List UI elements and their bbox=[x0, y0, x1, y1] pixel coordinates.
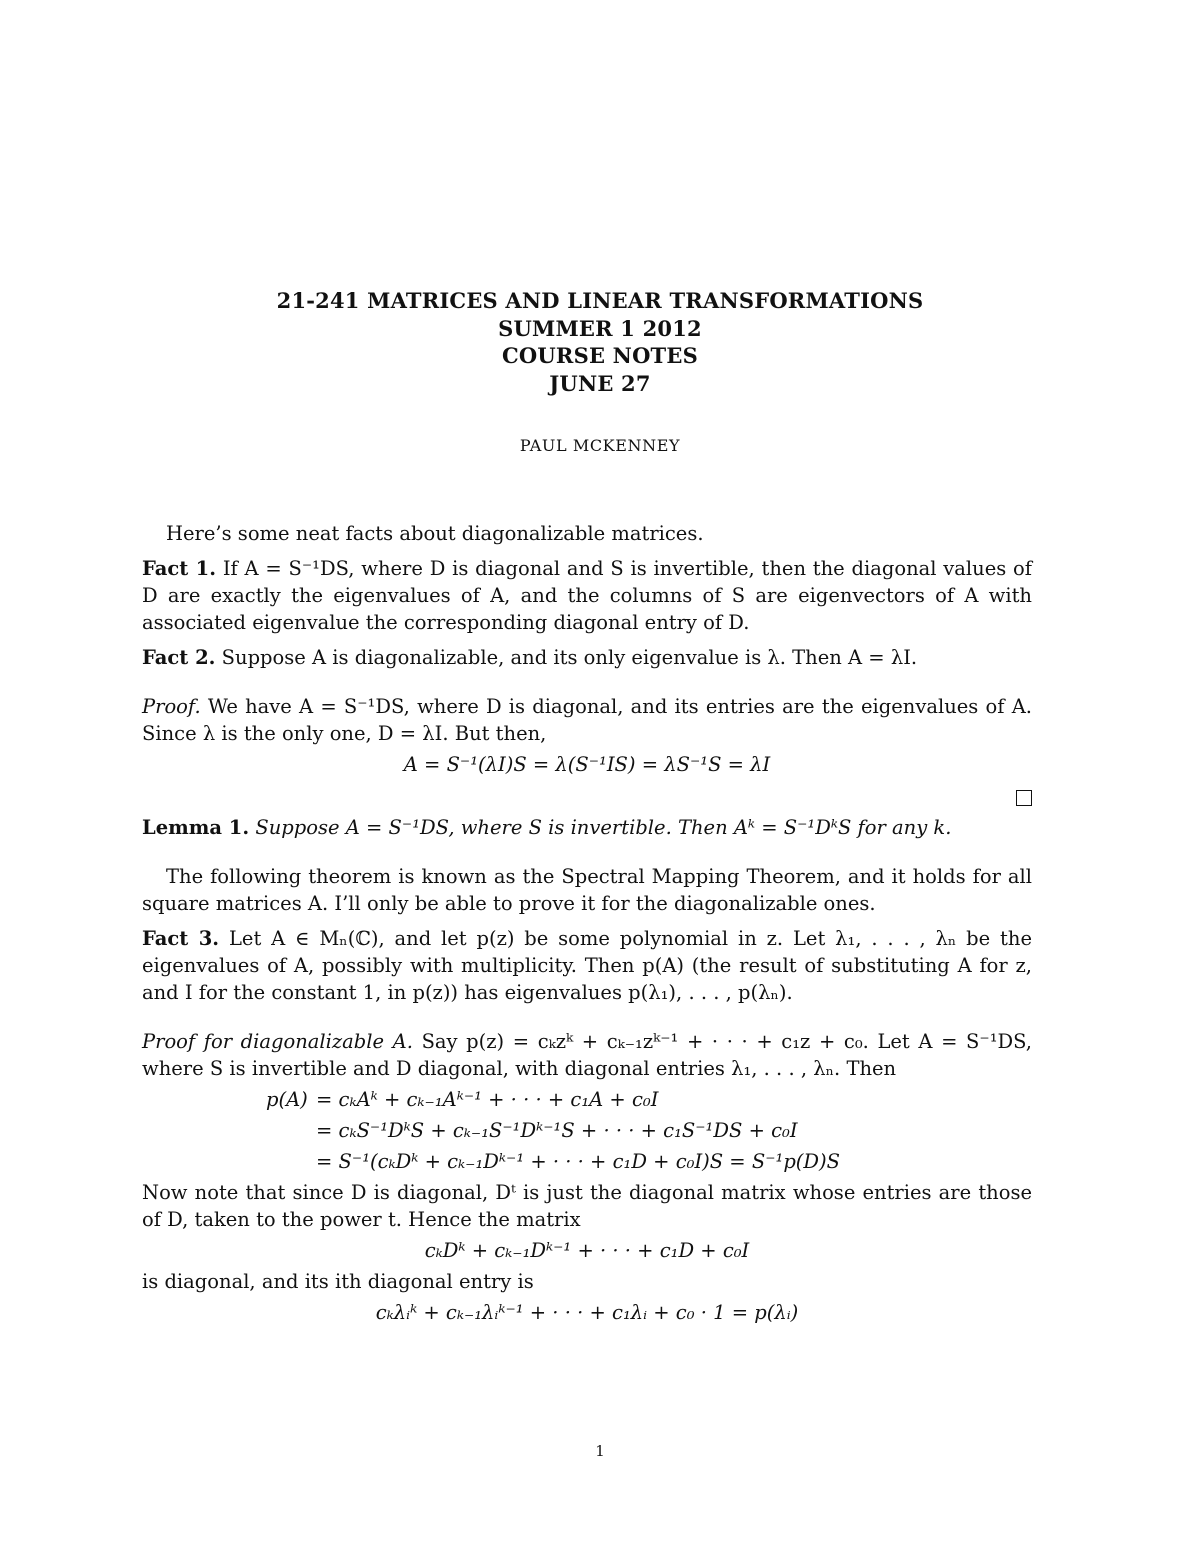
fact-3-text: Let A ∈ Mₙ(ℂ), and let p(z) be some polynomial in z. Let λ₁, . . . , λₙ be the eigenvalues of A, possibly with multiplicity. Then p(A) (the result of substituting A for z, and I for the constant 1, in p(z)) has eigenvalues p(λ₁), . . . , p(λₙ). bbox=[142, 927, 1032, 1004]
fact-2-text: Suppose A is diagonalizable, and its only eigenvalue is λ. Then A = λI. bbox=[221, 646, 918, 669]
intro-paragraph: Here’s some neat facts about diagonalizable matrices. bbox=[166, 522, 704, 545]
aligned-equation-row bbox=[266, 1146, 1032, 1177]
aligned-equations bbox=[266, 1084, 1032, 1177]
proof-1-label: Proof. bbox=[142, 695, 201, 718]
proof-1-equation: A = S⁻¹(λI)S = λ(S⁻¹IS) = λS⁻¹S = λI bbox=[403, 753, 771, 776]
qed-row bbox=[142, 782, 1032, 806]
lemma-1-text: Suppose A = S⁻¹DS, where S is invertible. Then Aᵏ = S⁻¹DᵏS for any k. bbox=[255, 816, 952, 839]
qed-square-icon bbox=[1016, 790, 1032, 806]
document-title bbox=[0, 287, 1200, 397]
proof-1 bbox=[142, 693, 1032, 747]
aligned-rhs: = S⁻¹(cₖDᵏ + cₖ₋₁Dᵏ⁻¹ + · · · + c₁D + c₀I)S = S⁻¹p(D)S bbox=[316, 1150, 841, 1173]
fact-1 bbox=[142, 555, 1032, 636]
fact-3 bbox=[142, 925, 1032, 1006]
proof-2 bbox=[142, 1028, 1032, 1082]
fact-3-label: Fact 3. bbox=[142, 927, 220, 950]
author-name: PAUL MCKENNEY bbox=[519, 436, 681, 455]
fact-2-label: Fact 2. bbox=[142, 646, 216, 669]
fact-2 bbox=[142, 644, 1032, 671]
document-body bbox=[142, 520, 1032, 1330]
proof-2-continuation: Now note that since D is diagonal, Dᵗ is just the diagonal matrix whose entries are those of D, taken to the power t. Hence the matrix bbox=[142, 1181, 1032, 1231]
theorem-intro: The following theorem is known as the Spectral Mapping Theorem, and it holds for all square matrices A. I’ll only be able to prove it for the diagonalizable ones. bbox=[142, 865, 1032, 915]
fact-1-text: If A = S⁻¹DS, where D is diagonal and S is invertible, then the diagonal values of D are exactly the eigenvalues of A, and the columns of S are eigenvectors of A with associated eigenvalue the corresponding diagonal entry of D. bbox=[142, 557, 1032, 634]
matrix-equation: cₖDᵏ + cₖ₋₁Dᵏ⁻¹ + · · · + c₁D + c₀I bbox=[424, 1239, 750, 1262]
page-number: 1 bbox=[595, 1442, 605, 1460]
aligned-equation-row bbox=[266, 1115, 1032, 1146]
diagonal-entry-intro: is diagonal, and its ith diagonal entry is bbox=[142, 1270, 534, 1293]
aligned-lhs: p(A) bbox=[266, 1088, 308, 1111]
title-line-date: JUNE 27 bbox=[549, 370, 651, 396]
diagonal-entry-equation: cₖλᵢᵏ + cₖ₋₁λᵢᵏ⁻¹ + · · · + c₁λᵢ + c₀ · 1 = p(λᵢ) bbox=[375, 1301, 799, 1324]
aligned-rhs: = cₖS⁻¹DᵏS + cₖ₋₁S⁻¹Dᵏ⁻¹S + · · · + c₁S⁻¹DS + c₀I bbox=[316, 1119, 798, 1142]
aligned-rhs: = cₖAᵏ + cₖ₋₁Aᵏ⁻¹ + · · · + c₁A + c₀I bbox=[316, 1088, 659, 1111]
proof-1-text: We have A = S⁻¹DS, where D is diagonal, and its entries are the eigenvalues of A. Since λ is the only one, D = λI. But then, bbox=[142, 695, 1032, 745]
lemma-1 bbox=[142, 814, 1032, 841]
fact-1-label: Fact 1. bbox=[142, 557, 217, 580]
title-line-term: SUMMER 1 2012 bbox=[498, 315, 702, 341]
aligned-equation-row bbox=[266, 1084, 1032, 1115]
lemma-1-label: Lemma 1. bbox=[142, 816, 250, 839]
proof-2-label: Proof for diagonalizable A. bbox=[142, 1030, 413, 1053]
proof-2-text: Say p(z) = cₖzᵏ + cₖ₋₁zᵏ⁻¹ + · · · + c₁z + c₀. Let A = S⁻¹DS, where S is invertible and D diagonal, with diagonal entries λ₁, . . . , λₙ. Then bbox=[142, 1030, 1033, 1080]
title-line-course: 21-241 MATRICES AND LINEAR TRANSFORMATIONS bbox=[276, 288, 924, 313]
title-line-notes: COURSE NOTES bbox=[502, 343, 698, 368]
